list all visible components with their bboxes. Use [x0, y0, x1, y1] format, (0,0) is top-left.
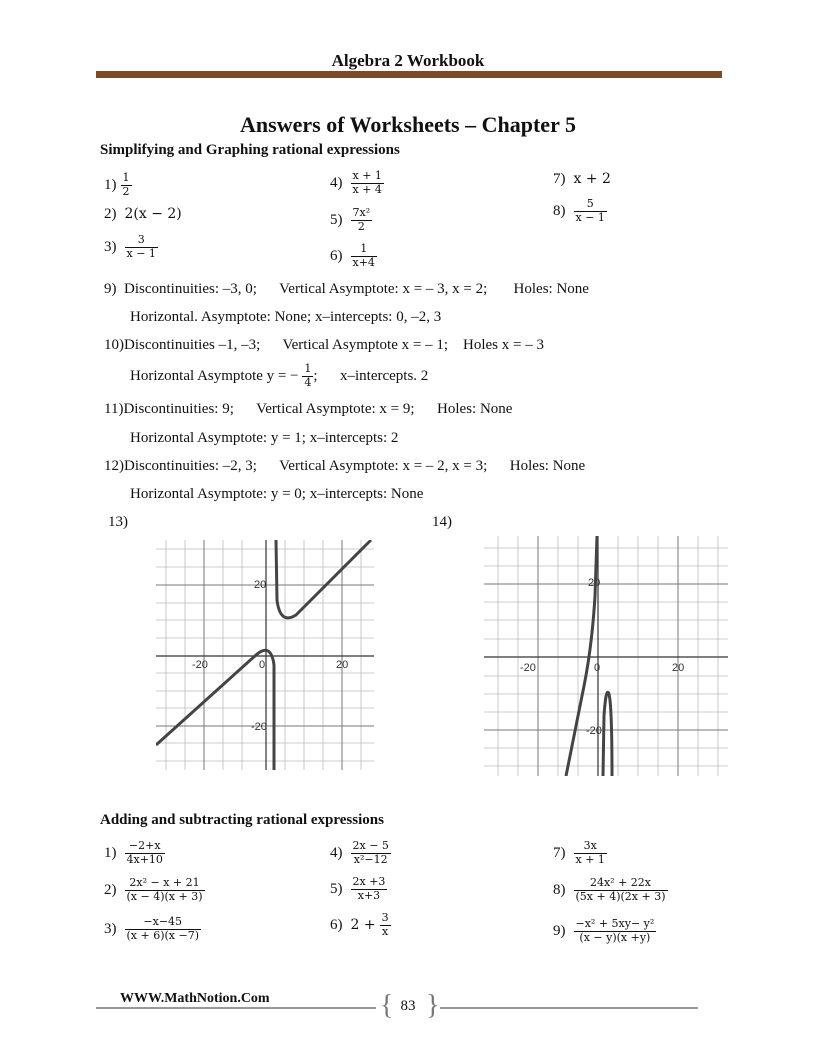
- tick-label: -20: [192, 659, 208, 671]
- section1-heading: Simplifying and Graphing rational expressions: [100, 142, 400, 158]
- fraction: $\frac{1}{2}$: [122, 171, 130, 198]
- page-brace-left: {: [380, 990, 394, 1021]
- fraction: $\frac{\text{2x² − x + 21}}{(x - 4)(x + 3)}$: [126, 876, 203, 903]
- s1-answer-7: 7) x + 2: [553, 170, 611, 187]
- fraction: $\frac{1}{4}$: [304, 362, 312, 389]
- fraction: $\frac{\text{7x²}}{2}$: [352, 206, 371, 233]
- fraction: $\frac{-2+x}{4x+10}$: [126, 839, 163, 866]
- curve-left-branch: [566, 536, 597, 776]
- page-brace-right: }: [426, 990, 440, 1021]
- fraction: $\frac{\text{24x² + 22x}}{(5x + 4)(2x + 3)}$: [575, 876, 666, 903]
- s2-answer-8: 8) $\frac{\text{24x² + 22x}}{(5x + 4)(2x + 3)}$: [553, 876, 666, 903]
- s2-answer-7: 7) $\frac{3x}{x + 1}$: [553, 839, 605, 866]
- s2-answer-5: 5) $\frac{2x +3}{x+3}$: [330, 875, 386, 902]
- fraction: $\frac{5}{x - 1}$: [575, 197, 605, 224]
- s1-answer-4: 4) $\frac{x + 1}{x + 4}$: [330, 169, 382, 196]
- tick-label: -20: [251, 721, 267, 733]
- s1-answer-9: 9) Discontinuities: –3, 0; Vertical Asymptote: x = – 3, x = 2; Holes: None: [104, 281, 589, 297]
- footer-rule-left: [96, 1007, 376, 1009]
- graph-13: [156, 540, 374, 770]
- fraction: $\frac{x + 1}{x + 4}$: [352, 169, 382, 196]
- tick-label: 0: [594, 662, 601, 674]
- fraction: $\frac{2x +3}{x+3}$: [352, 875, 386, 902]
- s1-answer-12-line2: Horizontal Asymptote: y = 0; x–intercepts: None: [130, 486, 424, 502]
- s1-answer-11-line2: Horizontal Asymptote: y = 1; x–intercepts: 2: [130, 430, 399, 446]
- s1-answer-3: 3) $\frac{3}{x - 1}$: [104, 233, 156, 260]
- s1-answer-11: 11)Discontinuities: 9; Vertical Asymptote: x = 9; Holes: None: [104, 401, 513, 417]
- s1-answer-8: 8) $\frac{5}{x - 1}$: [553, 197, 605, 224]
- graph13-label: 13): [108, 514, 128, 530]
- header-rule: [96, 71, 722, 78]
- curve-left-branch: [156, 650, 274, 770]
- tick-label: -20: [520, 662, 536, 674]
- fraction: $\frac{-x-45}{(x + 6)(x -7)}$: [126, 915, 199, 942]
- page-title: Answers of Worksheets – Chapter 5: [240, 112, 576, 137]
- tick-label: 20: [254, 579, 267, 591]
- s2-answer-6: 6) 2 + $\frac{3}{x}$: [330, 911, 389, 938]
- tick-label: -20: [586, 725, 602, 737]
- section2-heading: Adding and subtracting rational expressions: [100, 812, 384, 828]
- tick-label: 20: [336, 659, 349, 671]
- fraction: $\frac{3}{x}$: [381, 911, 389, 938]
- curve-middle-branch: [603, 692, 612, 776]
- fraction: $\frac{\text{−x² + 5xy− y²}}{(x - y)(x +y)}$: [575, 917, 655, 944]
- fraction: $\frac{1}{x+4}$: [352, 242, 375, 269]
- s2-answer-2: 2) $\frac{\text{2x² − x + 21}}{(x - 4)(x + 3)}$: [104, 876, 203, 903]
- fraction: $\frac{3}{x - 1}$: [126, 233, 156, 260]
- curve-right-branch: [276, 540, 371, 618]
- s2-answer-3: 3) $\frac{-x-45}{(x + 6)(x -7)}$: [104, 915, 199, 942]
- s1-answer-5: 5) $\frac{\text{7x²}}{2}$: [330, 206, 371, 233]
- s2-answer-9: 9) $\frac{\text{−x² + 5xy− y²}}{(x - y)(x +y)}$: [553, 917, 655, 944]
- footer-rule-right: [440, 1007, 698, 1009]
- footer-website: WWW.MathNotion.Com: [120, 991, 270, 1006]
- s2-answer-4: 4) $\frac{2x - 5}{\text{x²−12}}$: [330, 839, 389, 866]
- fraction: $\frac{3x}{x + 1}$: [575, 839, 605, 866]
- s1-answer-2: 2) 2(x − 2): [104, 205, 182, 222]
- tick-label: 20: [672, 662, 685, 674]
- s1-answer-10-line2: Horizontal Asymptote y = − $\frac{1}{4}$ ; x–intercepts. 2: [130, 362, 429, 389]
- s1-answer-6: 6) $\frac{1}{x+4}$: [330, 242, 375, 269]
- tick-label: 0: [259, 659, 266, 671]
- graph14-label: 14): [432, 514, 452, 530]
- fraction: $\frac{2x - 5}{\text{x²−12}}$: [352, 839, 389, 866]
- page-number: 83: [400, 998, 416, 1014]
- s1-answer-9-line2: Horizontal. Asymptote: None; x–intercepts: 0, –2, 3: [130, 309, 442, 325]
- s1-answer-1: 1) $\frac{1}{2}$: [104, 171, 130, 198]
- tick-label: 20: [588, 577, 601, 589]
- s1-answer-10: 10)Discontinuities –1, –3; Vertical Asymptote x = – 1; Holes x = – 3: [104, 337, 544, 353]
- s1-answer-12: 12)Discontinuities: –2, 3; Vertical Asymptote: x = – 2, x = 3; Holes: None: [104, 458, 586, 474]
- graph-14: [484, 536, 728, 776]
- s2-answer-1: 1) $\frac{-2+x}{4x+10}$: [104, 839, 163, 866]
- workbook-header: Algebra 2 Workbook: [331, 51, 485, 70]
